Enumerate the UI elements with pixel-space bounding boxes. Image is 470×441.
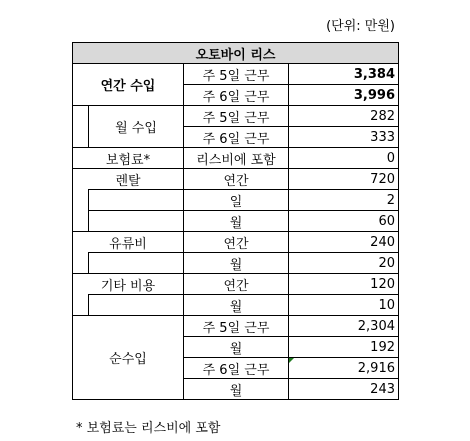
net-income-6day-value-cell	[289, 358, 399, 379]
table-row	[73, 106, 399, 127]
monthly-income-5day-label: 주 5일 근무	[184, 106, 289, 127]
net-income-6day-value: 2,916	[357, 360, 395, 376]
insurance-value: 0	[289, 148, 399, 169]
monthly-income-label: 월 수입	[89, 106, 184, 148]
blank-cell	[89, 295, 184, 316]
monthly-income-6day-label: 주 6일 근무	[184, 127, 289, 148]
fuel-annual-value: 240	[289, 232, 399, 253]
net-income-5day-monthly-value: 192	[289, 337, 399, 358]
blank-cell	[89, 211, 184, 232]
monthly-income-6day-value: 333	[289, 127, 399, 148]
indent-cell	[73, 295, 89, 316]
annual-income-5day-label: 주 5일 근무	[184, 64, 289, 85]
other-cost-annual-value: 120	[289, 274, 399, 295]
rental-daily-label: 일	[184, 190, 289, 211]
net-income-5day-monthly-label: 월	[184, 337, 289, 358]
table-row	[73, 316, 399, 337]
net-income-6day-monthly-value: 243	[289, 379, 399, 400]
net-income-5day-value: 2,304	[289, 316, 399, 337]
table-row	[73, 253, 399, 274]
annual-income-6day-value: 3,996	[289, 85, 399, 106]
insurance-label: 보험료*	[73, 148, 184, 169]
annual-income-6day-label: 주 6일 근무	[184, 85, 289, 106]
table-row	[73, 148, 399, 169]
comment-marker-icon	[289, 358, 294, 363]
blank-cell	[89, 190, 184, 211]
fuel-monthly-label: 월	[184, 253, 289, 274]
indent-cell	[73, 106, 89, 148]
table-row	[73, 232, 399, 253]
rental-monthly-label: 월	[184, 211, 289, 232]
monthly-income-5day-value: 282	[289, 106, 399, 127]
table-row	[73, 211, 399, 232]
table-row	[73, 190, 399, 211]
table-title-row	[73, 43, 399, 64]
insurance-note: 리스비에 포함	[184, 148, 289, 169]
net-income-6day-label: 주 6일 근무	[184, 358, 289, 379]
net-income-5day-label: 주 5일 근무	[184, 316, 289, 337]
rental-annual-value: 720	[289, 169, 399, 190]
table-row	[73, 295, 399, 316]
other-cost-label: 기타 비용	[73, 274, 184, 295]
footnote: * 보험료는 리스비에 포함	[76, 421, 221, 436]
other-cost-annual-label: 연간	[184, 274, 289, 295]
motorcycle-lease-table	[72, 42, 399, 400]
table-title: 오토바이 리스	[73, 43, 399, 64]
net-income-6day-monthly-label: 월	[184, 379, 289, 400]
table-row	[73, 64, 399, 85]
table-row	[73, 169, 399, 190]
annual-income-5day-value: 3,384	[289, 64, 399, 85]
net-income-label: 순수입	[73, 316, 184, 400]
rental-daily-value: 2	[289, 190, 399, 211]
fuel-annual-label: 연간	[184, 232, 289, 253]
blank-cell	[89, 253, 184, 274]
rental-label: 렌탈	[73, 169, 184, 190]
other-cost-monthly-label: 월	[184, 295, 289, 316]
other-cost-monthly-value: 10	[289, 295, 399, 316]
rental-annual-label: 연간	[184, 169, 289, 190]
annual-income-label: 연간 수입	[73, 64, 184, 106]
fuel-monthly-value: 20	[289, 253, 399, 274]
rental-monthly-value: 60	[289, 211, 399, 232]
unit-note: (단위: 만원)	[326, 19, 395, 34]
table-row	[73, 274, 399, 295]
indent-cell	[73, 190, 89, 211]
fuel-label: 유류비	[73, 232, 184, 253]
indent-cell	[73, 211, 89, 232]
indent-cell	[73, 253, 89, 274]
